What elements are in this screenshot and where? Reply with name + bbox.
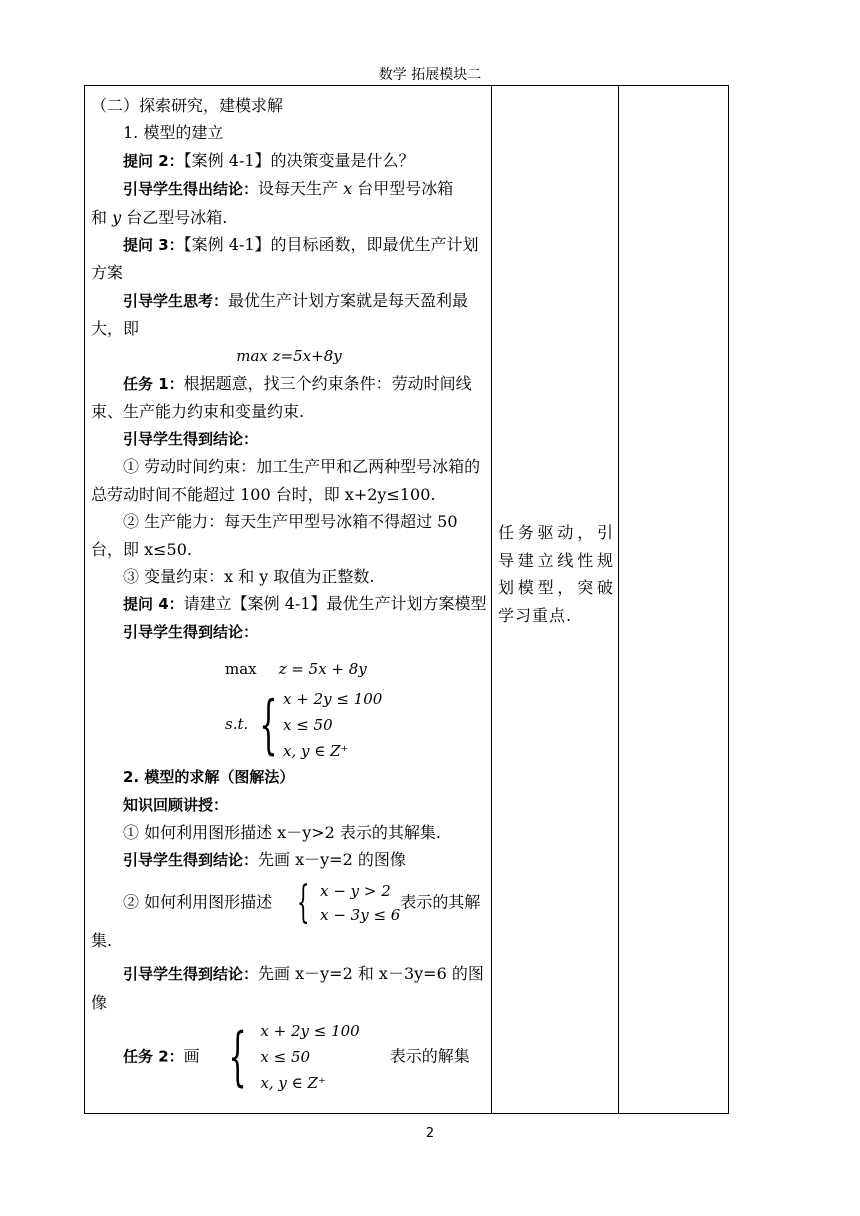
question-label: 提问 2： — [123, 151, 184, 170]
think-label: 引导学生思考： — [123, 291, 229, 310]
brace-symbol: { — [228, 1019, 247, 1094]
constraint-item: ① 劳动时间约束：加工生产甲和乙两种型号冰箱的总劳动时间不能超过 100 台时，即 x+2y≤100. — [91, 457, 481, 504]
objective-function: max z=5x+8y — [236, 346, 342, 365]
model-constraints: s.t. { x + 2y ≤ 100 x ≤ 50 x, y ∈ Z⁺ — [225, 688, 383, 763]
question-2 — [91, 147, 487, 175]
task-2: 任务 2：画 { x + 2y ≤ 100 x ≤ 50 x, y ∈ Z⁺ 表示的解集 — [123, 1019, 470, 1094]
conclusion-label: 引导学生得出结论： — [123, 180, 259, 199]
question-label: 提问 4： — [123, 595, 184, 614]
page-header: 数学 拓展模块二 — [378, 67, 482, 83]
conclusion-label: 引导学生得到结论： — [123, 429, 259, 448]
column-divider — [491, 86, 492, 1113]
design-intent-cell: 任务驱动，引导建立线性规划模型，突破学习重点. — [498, 523, 614, 625]
question-text: 【案例 4-1】的目标函数，即最优生产计划方案 — [91, 235, 479, 283]
conclusion-4: 引导学生得到结论：先画 x－y=2 的图像 — [123, 850, 406, 870]
model-objective-row: max z = 5x + 8y — [225, 660, 367, 679]
question-text: 【案例 4-1】的决策变量是什么？ — [183, 150, 415, 170]
conclusion-5: 引导学生得到结论：先画 x－y=2 和 x－3y=6 的图像 — [91, 964, 484, 1012]
subsection-title: 1. 模型的建立 — [123, 123, 224, 143]
page-number: 2 — [425, 1126, 435, 1141]
lesson-table — [84, 85, 729, 1114]
review-item-2: ② 如何利用图形描述 { x − y > 2 x − 3y ≤ 6 表示的其解集. — [91, 876, 481, 950]
subsection-title: 2. 模型的求解（图解法） — [123, 768, 295, 787]
question-4: 提问 4：请建立【案例 4-1】最优生产计划方案模型 — [123, 594, 487, 614]
review-label: 知识回顾讲授： — [123, 795, 229, 814]
task-label: 任务 1： — [123, 375, 184, 394]
constraint-item: ③ 变量约束：x 和 y 取值为正整数. — [123, 566, 375, 586]
teaching-content-cell — [91, 92, 487, 1096]
column-divider — [618, 86, 619, 1113]
constraint-item: ② 生产能力：每天生产甲型号冰箱不得超过 50 台，即 x≤50. — [91, 512, 458, 559]
think-prompt: 引导学生思考：最优生产计划方案就是每天盈利最大，即 — [91, 290, 469, 339]
question-3 — [91, 231, 487, 287]
conclusion-1: 引导学生得出结论：设每天生产 x 台甲型号冰箱 和 y 台乙型号冰箱. — [91, 179, 454, 227]
question-label: 提问 3： — [123, 236, 184, 255]
task-1: 任务 1：根据题意，找三个约束条件：劳动时间线束、生产能力约束和变量约束. — [91, 374, 472, 422]
conclusion-label: 引导学生得到结论： — [123, 622, 259, 641]
brace-symbol: { — [296, 876, 310, 928]
brace-symbol: { — [259, 688, 278, 763]
lp-model — [225, 654, 487, 764]
review-item-1: ① 如何利用图形描述 x－y>2 表示的其解集. — [123, 822, 441, 842]
section-title: （二）探索研究，建模求解 — [91, 96, 284, 115]
